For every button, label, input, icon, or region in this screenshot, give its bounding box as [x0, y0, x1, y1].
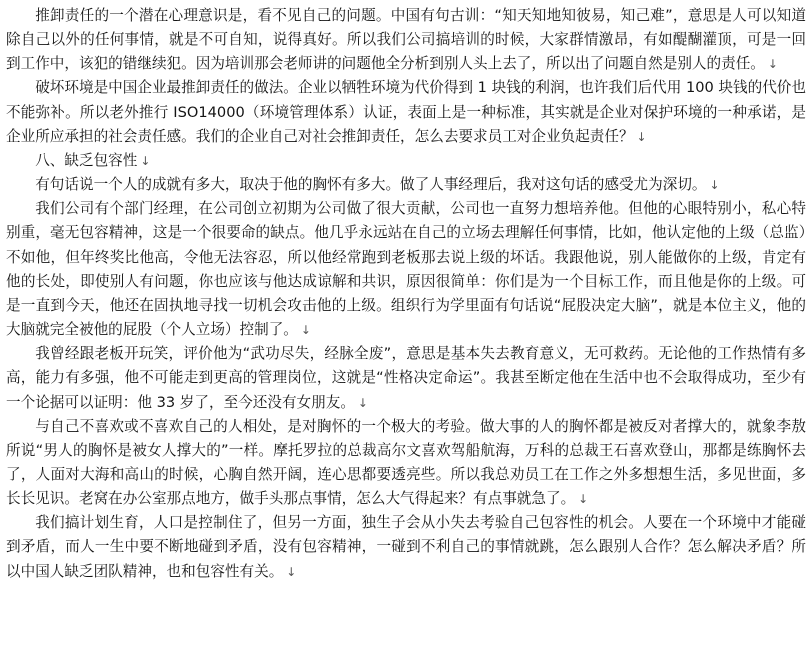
paragraph-mark-icon: ↓: [140, 153, 151, 168]
paragraph-mark-icon: ↓: [286, 564, 297, 579]
document-page: [6, 4, 806, 584]
heading-text: 八、缺乏包容性: [35, 151, 138, 169]
paragraph-text: 与自己不喜欢或不喜欢自己的人相处，是对胸怀的一个极大的考验。做大事的人的胸怀都是被反对者撑大的，就象李敖所说“男人的胸怀是被女人撑大的”一样。摩托罗拉的总裁高尔文喜欢驾船航海，万科的总裁王石喜欢登山，那都是练胸怀去了，人面对大海和高山的时候，心胸自然开阔，连心思都要透亮些。所以我总劝员工在工作之外多想想生活，多见世面，多长长见识。老窝在办公室那点地方，做手头那点事情，怎么大气得起来？有点事就急了。: [6, 417, 806, 508]
paragraph-environment: [6, 76, 806, 148]
paragraph-department-manager: [6, 197, 806, 342]
paragraph-mark-icon: ↓: [767, 57, 778, 72]
paragraph-mark-icon: ↓: [636, 129, 647, 144]
paragraph-achievement: [6, 173, 806, 197]
paragraph-text: 我们搞计划生育，人口是控制住了，但另一方面，独生子会从小失去考验自己包容性的机会。人要在一个环境中才能碰到矛盾，而人一生中要不断地碰到矛盾，没有包容精神，一碰到不利自己的事情就跳，怎么跟别人合作？怎么解决矛盾？所以中国人缺乏团队精神，也和包容性有关。: [6, 514, 806, 580]
paragraph-responsibility-blind-spot: [6, 4, 806, 76]
paragraph-text: 推卸责任的一个潜在心理意识是，看不见自己的问题。中国有句古训：“知天知地知彼易，知己难”，意思是人可以知道除自己以外的任何事情，就是不可自知，说得真好。所以我们公司搞培训的时候，大家群情激昂，有如醍醐灌顶，可是一回到工作中，该犯的错继续犯。因为培训那会老师讲的问题他全分析到别人头上去了，所以出了问题自然是别人的责任。: [6, 7, 806, 73]
paragraph-text: 破坏环境是中国企业最推卸责任的做法。企业以牺牲环境为代价得到 1 块钱的利润，也许我们后代用 100 块钱的代价也不能弥补。所以老外推行 ISO14000（环境管理体系）认证，表面上是一种标准，其实就是企业对保护环境的一种承诺，是企业所应承担的社会责任感。我们的企业自己对社会推卸责任，怎么去要求员工对企业负起责任？: [6, 79, 806, 145]
paragraph-text: 我们公司有个部门经理，在公司创立初期为公司做了很大贡献，公司也一直努力想培养他。但他的心眼特别小，私心特别重，毫无包容精神，这是一个很要命的缺点。他几乎永远站在自己的立场去理解任何事情，比如，他认定他的上级（总监）不如他，但年终奖比他高，令他无法容忍，所以他经常跑到老板那去说上级的坏话。我跟他说，别人能做你的上级，肯定有他的长处，即使别人有问题，你也应该与他达成谅解和共识，原因很简单：你们是为一个目标工作，而且他是你的上级。可是一直到今天，他还在固执地寻找一切机会攻击他的上级。组织行为学里面有句话说“屁股决定大脑”，就是本位主义，他的大脑就完全被他的屁股（个人立场）控制了。: [6, 200, 806, 339]
paragraph-mark-icon: ↓: [709, 178, 720, 193]
paragraph-joke-with-boss: [6, 342, 806, 414]
paragraph-mark-icon: ↓: [300, 323, 311, 338]
paragraph-mark-icon: ↓: [578, 492, 589, 507]
paragraph-mark-icon: ↓: [357, 395, 368, 410]
section-heading: [6, 149, 806, 173]
paragraph-broad-mind: [6, 415, 806, 512]
paragraph-text: 我曾经跟老板开玩笑，评价他为“武功尽失，经脉全废”，意思是基本失去教育意义，无可救药。无论他的工作热情有多高，能力有多强，他不可能走到更高的管理岗位，这就是“性格决定命运”。我甚至断定他在生活中也不会取得成功，至少有一个论据可以证明：他 33 岁了，至今还没有女朋友。: [6, 345, 806, 411]
paragraph-text: 有句话说一个人的成就有多大，取决于他的胸怀有多大。做了人事经理后，我对这句话的感受尤为深切。: [35, 176, 707, 194]
paragraph-family-planning: [6, 511, 806, 583]
